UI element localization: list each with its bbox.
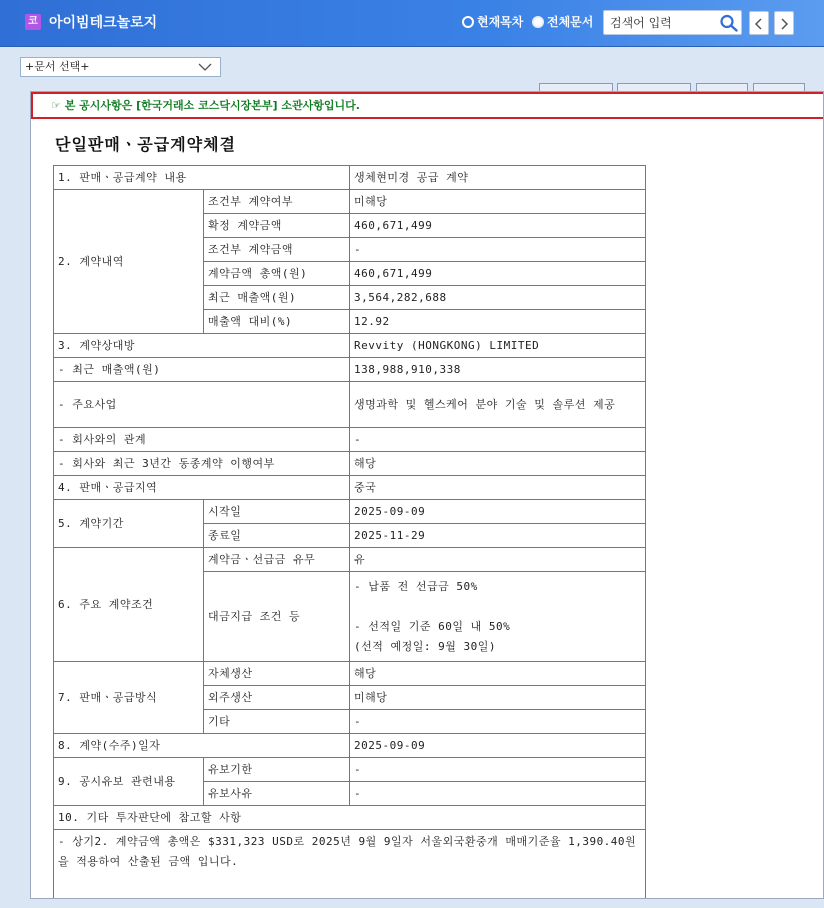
row-label: - 최근 매출액(원) [54,358,350,382]
row-value: 2025-09-09 [350,734,646,758]
row-label: 2. 계약내역 [54,190,204,334]
sub-label: 기타 [204,710,350,734]
row-value: 460,671,499 [350,214,646,238]
row-value: - 납품 전 선급금 50% - 선적일 기준 60일 내 50% (선적 예정일: 9월 30일) [350,572,646,662]
table-row [54,500,646,524]
sub-label: 외주생산 [204,686,350,710]
company-name: 아이빔테크놀로지 [49,15,158,31]
table-row [54,476,646,500]
row-label: 9. 공시유보 관련내용 [54,758,204,806]
table-row [54,548,646,572]
sub-label: 최근 매출액(원) [204,286,350,310]
row-value: 생체현미경 공급 계약 [350,166,646,190]
row-label: - 주요사업 [54,382,350,428]
sub-label: 매출액 대비(%) [204,310,350,334]
table-row [54,806,646,830]
row-label: 6. 주요 계약조건 [54,548,204,662]
row-label: 10. 기타 투자판단에 참고할 사항 [54,806,646,830]
sub-label: 계약금액 총액(원) [204,262,350,286]
row-value: Revvity (HONGKONG) LIMITED [350,334,646,358]
row-label: - 회사와의 관계 [54,428,350,452]
notice-banner: ☞ 본 공시사항은 [한국거래소 코스닥시장본부] 소관사항입니다. [31,92,824,119]
kosdaq-logo-icon: 코 [25,14,41,30]
row-value: 2025-09-09 [350,500,646,524]
row-label: 3. 계약상대방 [54,334,350,358]
radio-circle-icon [532,16,544,28]
sub-label: 조건부 계약여부 [204,190,350,214]
sub-label: 대금지급 조건 등 [204,572,350,662]
document-select-value: +문서 선택+ [25,60,90,73]
next-button[interactable] [774,11,794,35]
search-input[interactable] [604,11,714,34]
row-label: 8. 계약(수주)일자 [54,734,350,758]
row-value: 2025-11-29 [350,524,646,548]
row-label: 7. 판매ㆍ공급방식 [54,662,204,734]
sub-label: 조건부 계약금액 [204,238,350,262]
chevron-right-icon [779,18,789,30]
table-row [54,382,646,428]
table-row [54,190,646,214]
contract-table [53,165,646,899]
radio-current-toc[interactable] [462,13,523,30]
row-label: 4. 판매ㆍ공급지역 [54,476,350,500]
sub-label: 유보사유 [204,782,350,806]
row-value: - [350,758,646,782]
radio-current-label: 현재목차 [477,15,524,29]
row-value: 중국 [350,476,646,500]
app-header [0,0,824,47]
radio-circle-icon [462,16,474,28]
sub-label: 자체생산 [204,662,350,686]
sub-label: 확정 계약금액 [204,214,350,238]
search-icon[interactable] [719,14,739,32]
remarks-text: - 상기2. 계약금액 총액은 $331,323 USD로 2025년 9월 9일자 서울외국환중개 매매기준율 1,390.40원을 적용하여 산출된 금액 입니다. [54,830,646,900]
table-row [54,334,646,358]
search-box [603,10,742,35]
row-value: 유 [350,548,646,572]
table-row [54,830,646,900]
row-label: 5. 계약기간 [54,500,204,548]
document-select[interactable] [20,57,221,77]
radio-all-docs[interactable] [532,13,593,30]
radio-all-label: 전체문서 [547,15,594,29]
document-title: 단일판매ㆍ공급계약체결 [55,135,237,154]
row-value: 미해당 [350,686,646,710]
table-row [54,358,646,382]
row-value: 138,988,910,338 [350,358,646,382]
sub-label: 종료일 [204,524,350,548]
table-row [54,758,646,782]
table-row [54,166,646,190]
table-row [54,452,646,476]
chevron-left-icon [754,18,764,30]
row-value: 해당 [350,452,646,476]
row-value: 12.92 [350,310,646,334]
row-value: 생명과학 및 헬스케어 분야 기술 및 솔루션 제공 [350,382,646,428]
row-value: - [350,782,646,806]
row-value: - [350,238,646,262]
sub-label: 시작일 [204,500,350,524]
chevron-down-icon [198,62,212,72]
sub-label: 유보기한 [204,758,350,782]
row-value: 해당 [350,662,646,686]
row-value: 460,671,499 [350,262,646,286]
sub-label: 계약금ㆍ선급금 유무 [204,548,350,572]
row-value: 3,564,282,688 [350,286,646,310]
row-label: 1. 판매ㆍ공급계약 내용 [54,166,350,190]
row-label: - 회사와 최근 3년간 동종계약 이행여부 [54,452,350,476]
disclosure-document [30,91,824,899]
table-row [54,428,646,452]
table-row [54,662,646,686]
row-value: - [350,710,646,734]
row-value: 미해당 [350,190,646,214]
prev-button[interactable] [749,11,769,35]
row-value: - [350,428,646,452]
table-row [54,734,646,758]
